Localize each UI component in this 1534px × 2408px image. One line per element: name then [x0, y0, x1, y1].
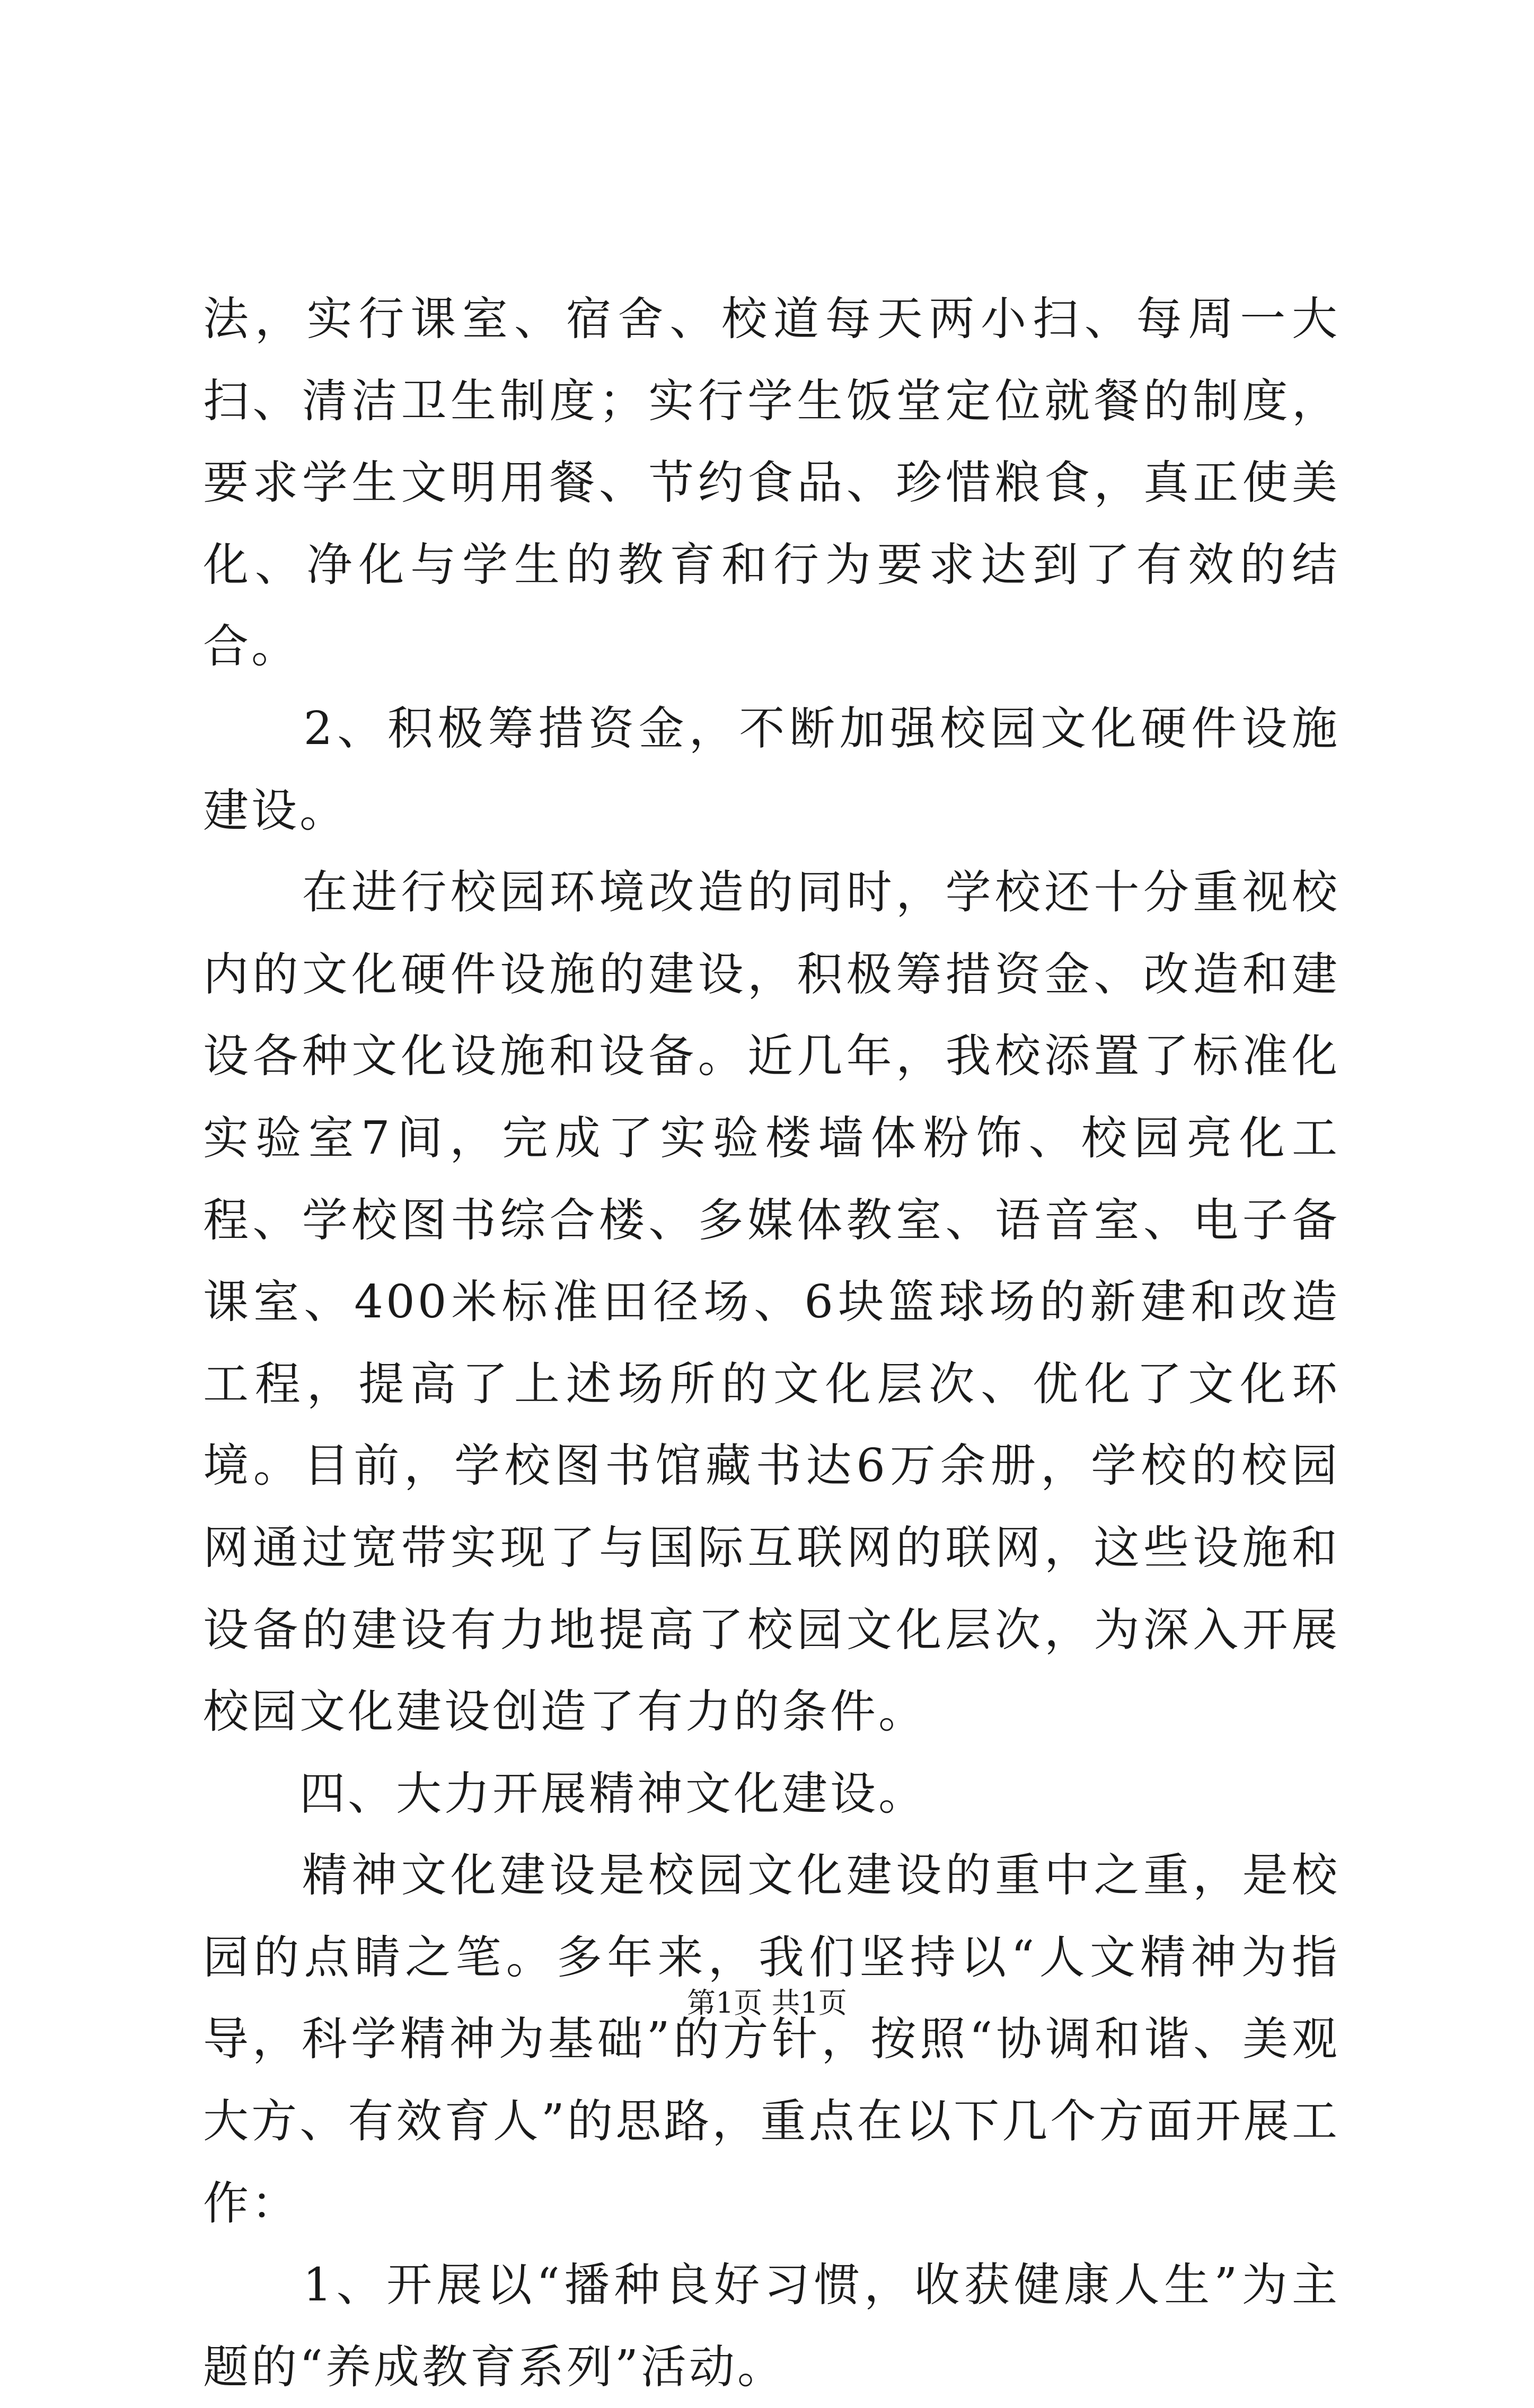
paragraph-heading-funding: 2、积极筹措资金，不断加强校园文化硬件设施建设。	[203, 702, 1340, 837]
paragraph-heading-spiritual-culture: 四、大力开展精神文化建设。	[203, 1767, 927, 1820]
paragraph-continuation: 法，实行课室、宿舍、校道每天两小扫、每周一大扫、清洁卫生制度；实行学生饭堂定位就餐的制度，要求学生文明用餐、节约食品、珍惜粮食，真正使美化、净化与学生的教育和行为要求达到了有效的结合。	[203, 293, 1340, 674]
page-footer: 第1页 共1页	[687, 1986, 847, 2020]
paragraph-habit-education: 1、开展以“播种良好习惯，收获健康人生”为主题的“养成教育系列”活动。	[203, 2259, 1340, 2394]
paragraph-spiritual-culture: 精神文化建设是校园文化建设的重中之重，是校园的点睛之笔。多年来，我们坚持以“人文精神为指导，科学精神为基础”的方针，按照“协调和谐、美观大方、有效育人”的思路，重点在以下几个方面开展工作：	[203, 1849, 1340, 2230]
body-text	[203, 278, 1340, 2408]
paragraph-facilities: 在进行校园环境改造的同时，学校还十分重视校内的文化硬件设施的建设，积极筹措资金、改造和建设各种文化设施和设备。近几年，我校添置了标准化实验室7间，完成了实验楼墙体粉饰、校园亮化工程、学校图书综合楼、多媒体教室、语音室、电子备课室、400米标准田径场、6块篮球场的新建和改造工程，提高了上述场所的文化层次、优化了文化环境。目前，学校图书馆藏书达6万余册，学校的校园网通过宽带实现了与国际互联网的联网，这些设施和设备的建设有力地提高了校园文化层次，为深入开展校园文化建设创造了有力的条件。	[203, 866, 1340, 1739]
